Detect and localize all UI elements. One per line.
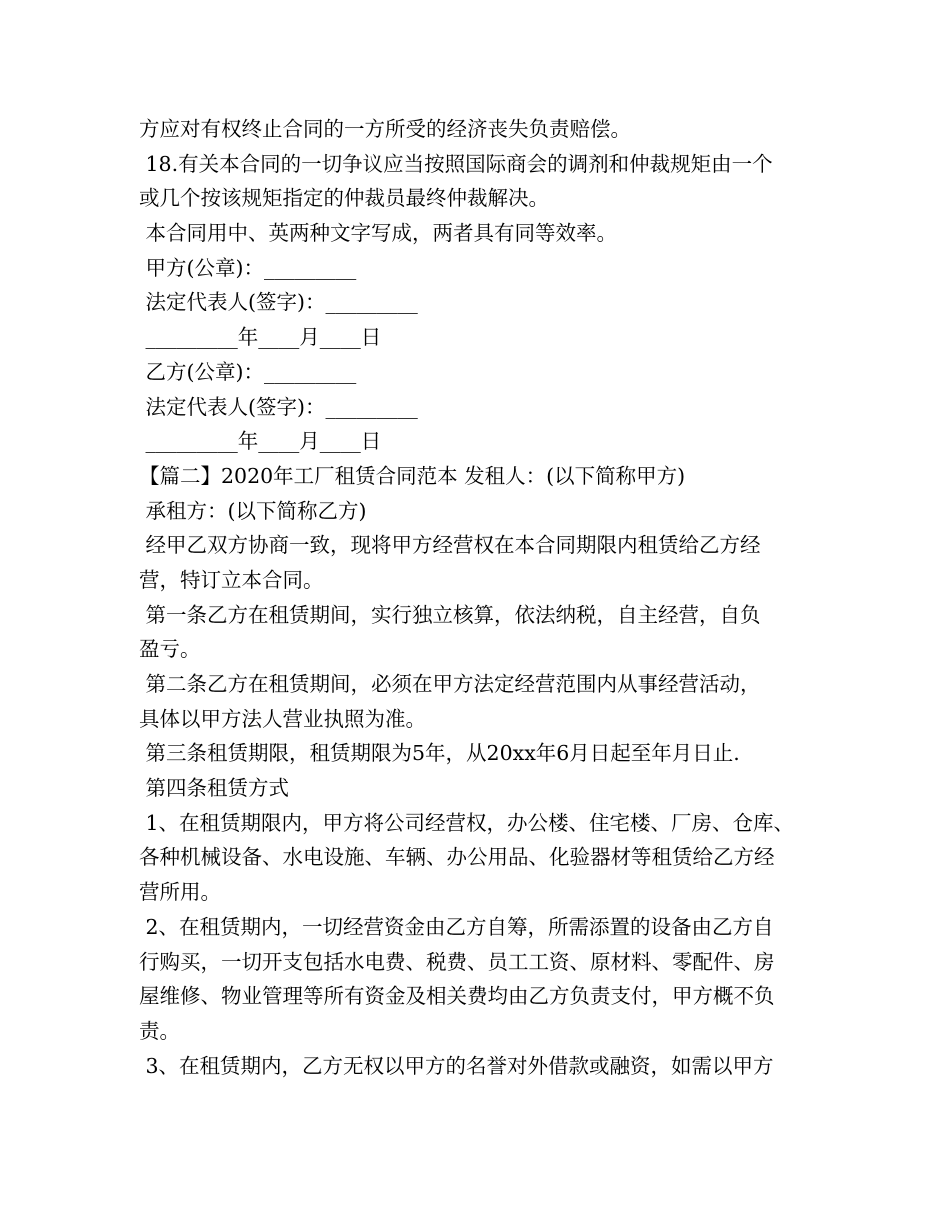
party-b-date-line: _________年____月____日 bbox=[139, 429, 382, 454]
party-a-date-line: _________年____月____日 bbox=[139, 325, 382, 350]
text-line: 行购买，一切开支包括水电费、税费、员工工资、原材料、零配件、房 bbox=[139, 949, 775, 974]
text-line: 18.有关本合同的一切争议应当按照国际商会的调剂和仲裁规矩由一个 bbox=[139, 151, 773, 176]
text-line: 营，特订立本合同。 bbox=[139, 567, 324, 592]
text-line: 第一条乙方在租赁期间，实行独立核算，依法纳税，自主经营，自负 bbox=[139, 602, 761, 627]
text-line: 或几个按该规矩指定的仲裁员最终仲裁解决。 bbox=[139, 186, 549, 211]
party-a-representative-line: 法定代表人(签字)：_________ bbox=[139, 290, 418, 315]
text-line: 本合同用中、英两种文字写成，两者具有同等效率。 bbox=[139, 221, 618, 246]
party-b-representative-line: 法定代表人(签字)：_________ bbox=[139, 394, 418, 419]
contract-text bbox=[139, 112, 829, 1083]
text-line: 1、在租赁期限内，甲方将公司经营权，办公楼、住宅楼、厂房、仓库、 bbox=[139, 810, 795, 835]
text-line: 第四条租赁方式 bbox=[139, 776, 290, 801]
text-line: 方应对有权终止合同的一方所受的经济丧失负责赔偿。 bbox=[139, 117, 631, 141]
party-b-seal-line: 乙方(公章)：_________ bbox=[139, 359, 357, 384]
text-line: 责。 bbox=[139, 1018, 180, 1043]
text-line: 屋维修、物业管理等所有资金及相关费均由乙方负责支付，甲方概不负 bbox=[139, 984, 775, 1009]
text-line: 经甲乙双方协商一致，现将甲方经营权在本合同期限内租赁给乙方经 bbox=[139, 533, 761, 558]
text-line: 各种机械设备、水电设施、车辆、办公用品、化验器材等租赁给乙方经 bbox=[139, 845, 775, 870]
text-line: 承租方：(以下简称乙方) bbox=[139, 498, 367, 523]
text-line: 盈亏。 bbox=[139, 637, 201, 662]
text-line: 第三条租赁期限，租赁期限为5年，从20xx年6月日起至年月日止. bbox=[139, 741, 740, 766]
text-line: 3、在租赁期内，乙方无权以甲方的名誉对外借款或融资，如需以甲方 bbox=[139, 1053, 774, 1078]
text-line: 2、在租赁期内，一切经营资金由乙方自筹，所需添置的设备由乙方自 bbox=[139, 914, 774, 939]
text-line: 营所用。 bbox=[139, 880, 221, 905]
text-line: 第二条乙方在租赁期间，必须在甲方法定经营范围内从事经营活动， bbox=[139, 672, 761, 696]
text-line: 具体以甲方法人营业执照为准。 bbox=[139, 706, 426, 731]
party-a-seal-line: 甲方(公章)：_________ bbox=[139, 255, 357, 280]
section-heading: 【篇二】2020年工厂租赁合同范本 发租人：(以下简称甲方) bbox=[139, 463, 686, 488]
